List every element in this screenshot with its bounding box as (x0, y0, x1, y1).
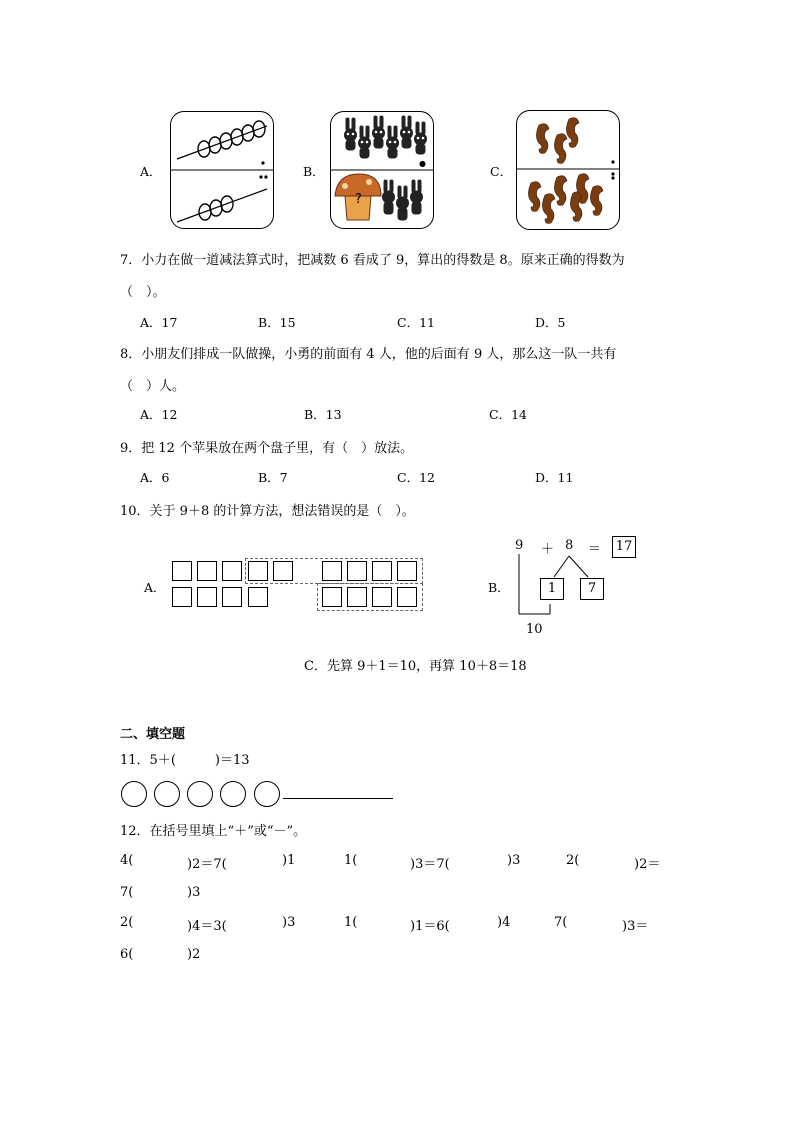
q6-option-c-image (516, 110, 620, 230)
q8-choice-a[interactable]: A．12 (140, 407, 178, 422)
q12-fragment: 2( (566, 853, 580, 868)
q6-option-a-label: A． (140, 164, 162, 179)
q10-b-equals: ＝ (588, 542, 602, 557)
q8-choice-c[interactable]: C．14 (489, 407, 527, 422)
q11-text: 11．5＋( )＝13 (120, 753, 250, 768)
q9-choice-b[interactable]: B．7 (258, 470, 288, 485)
q6-b-dot: ● (419, 159, 426, 168)
square (197, 561, 217, 581)
q10-b-plus: ＋ (541, 542, 555, 557)
q12-fragment: 7( (554, 915, 568, 930)
square (322, 561, 342, 581)
q12-fragment: 2( (120, 915, 134, 930)
square (372, 587, 392, 607)
square (347, 561, 367, 581)
q12-fragment: )4＝3( (187, 919, 227, 934)
q8-choice-b[interactable]: B．13 (304, 407, 342, 422)
q12-fragment: )2 (187, 947, 201, 962)
circle (154, 781, 180, 807)
square (322, 587, 342, 607)
q12-fragment: 1( (344, 853, 358, 868)
q10-b-ten: 10 (526, 622, 543, 637)
q10-option-c[interactable]: C．先算 9＋1＝10，再算 10＋8＝18 (304, 659, 527, 674)
q10-b-split-right-box: 7 (580, 578, 604, 600)
q10-b-result-box: 17 (612, 536, 636, 558)
q10-option-a-label: A． (144, 580, 166, 595)
q12-fragment: )3 (507, 853, 521, 868)
square (372, 561, 392, 581)
q9-choice-a[interactable]: A．6 (140, 470, 170, 485)
square (222, 561, 242, 581)
q7-text-line1: 7．小力在做一道减法算式时，把减数 6 看成了 9，算出的得数是 8。原来正确的得数为 (120, 253, 625, 268)
q6-option-a-image (170, 111, 274, 229)
q6-option-b-image (330, 111, 434, 229)
q12-fragment: 7( (120, 885, 134, 900)
square (172, 587, 192, 607)
q8-text-line2: （ ）人。 (120, 379, 186, 394)
q12-fragment: )3 (282, 915, 296, 930)
q10-b-split-left-box: 1 (540, 578, 564, 600)
q8-text-line1: 8．小朋友们排成一队做操，小勇的前面有 4 人，他的后面有 9 人，那么这一队一共有 (120, 347, 617, 362)
section-title: 二、填空题 (120, 727, 186, 742)
q12-fragment: )1＝6( (410, 919, 450, 934)
circle (121, 781, 147, 807)
q12-title: 12．在括号里填上“＋”或“－”。 (120, 824, 307, 839)
square (222, 587, 242, 607)
q7-choice-b[interactable]: B．15 (258, 315, 296, 330)
circle (220, 781, 246, 807)
q10-b-eight: 8 (565, 538, 574, 553)
q12-fragment: )3＝ (622, 919, 649, 934)
q12-fragment: )4 (497, 915, 511, 930)
q10-b-nine: 9 (515, 538, 524, 553)
circle (254, 781, 280, 807)
q6-b-question-mark: ? (355, 192, 362, 207)
circle (187, 781, 213, 807)
q12-fragment: )3＝7( (410, 857, 450, 872)
q12-fragment: )2＝ (634, 857, 661, 872)
q6-option-c-label: C． (490, 164, 513, 179)
square (397, 587, 417, 607)
square (172, 561, 192, 581)
q9-text-line1: 9．把 12 个苹果放在两个盘子里，有（ ）放法。 (120, 441, 414, 456)
square (397, 561, 417, 581)
q7-text-line2: （ ）。 (120, 285, 166, 300)
q10-text-line1: 10．关于 9＋8 的计算方法，想法错误的是（ ）。 (120, 504, 415, 519)
square (248, 587, 268, 607)
square (273, 561, 293, 581)
square (197, 587, 217, 607)
q7-choice-d[interactable]: D．5 (535, 315, 566, 330)
q12-fragment: )1 (282, 853, 296, 868)
q6-option-b-label: B． (303, 164, 325, 179)
q10-option-b-label: B． (488, 580, 510, 595)
square (248, 561, 268, 581)
q12-fragment: 6( (120, 947, 134, 962)
q9-choice-c[interactable]: C．12 (397, 470, 435, 485)
q12-fragment: )3 (187, 885, 201, 900)
q9-choice-d[interactable]: D．11 (535, 470, 574, 485)
square (347, 587, 367, 607)
answer-blank-line[interactable] (283, 798, 393, 799)
q12-fragment: )2＝7( (187, 857, 227, 872)
q12-fragment: 4( (120, 853, 134, 868)
q12-fragment: 1( (344, 915, 358, 930)
q7-choice-a[interactable]: A．17 (140, 315, 178, 330)
q7-choice-c[interactable]: C．11 (397, 315, 435, 330)
